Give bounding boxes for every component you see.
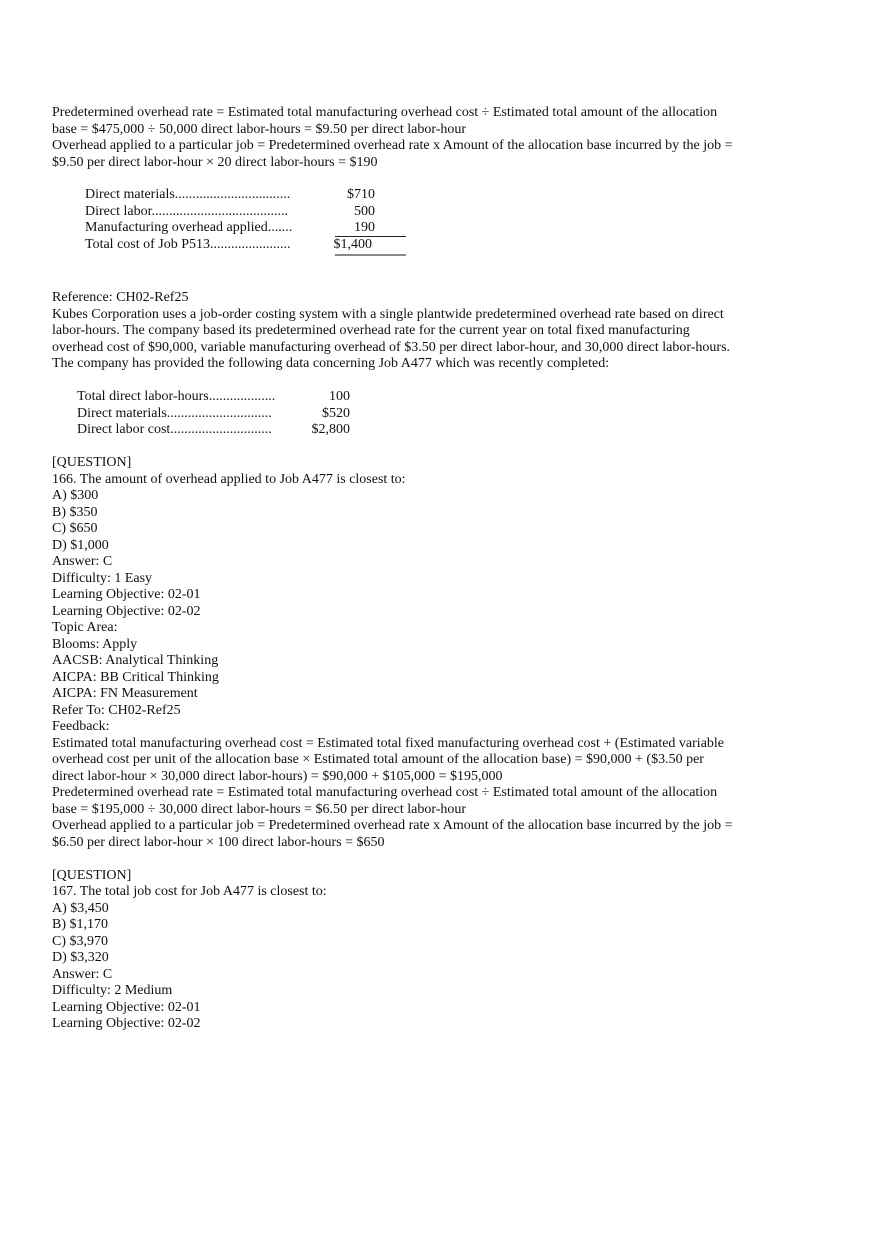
row-label: Manufacturing overhead applied....... xyxy=(85,220,293,235)
answer-option: D) $1,000 xyxy=(52,537,109,553)
job-p513-cost-table xyxy=(85,187,415,253)
table-row xyxy=(77,422,357,439)
question-tag: [QUESTION] xyxy=(52,867,132,883)
aicpa: AICPA: FN Measurement xyxy=(52,686,198,701)
text-line: Overhead applied to a particular job = Predetermined overhead rate x Amount of the allocation base incurred by the job = xyxy=(52,138,733,153)
difficulty: Difficulty: 1 Easy xyxy=(52,570,153,586)
text-line: Kubes Corporation uses a job-order costing system with a single plantwide predetermined overhead rate based on direct xyxy=(52,306,724,322)
row-label: Direct materials.............................. xyxy=(77,405,272,421)
topic-area: Topic Area: xyxy=(52,620,118,635)
answer-option: B) $1,170 xyxy=(52,917,108,932)
learning-objective: Learning Objective: 02-02 xyxy=(52,1016,201,1031)
answer-option: A) $300 xyxy=(52,488,99,503)
feedback-text: direct labor-hour × 30,000 direct labor-hours) = $90,000 + $105,000 = $195,000 xyxy=(52,768,503,784)
total-double-rule xyxy=(335,254,406,256)
row-value: $1,400 xyxy=(333,236,372,252)
row-value: 500 xyxy=(354,203,375,219)
questions-166-167 xyxy=(52,455,772,1033)
table-row xyxy=(85,237,415,254)
blooms: Blooms: Apply xyxy=(52,636,138,652)
table-row xyxy=(77,406,357,423)
row-label: Direct materials................................. xyxy=(85,187,291,202)
row-value: $710 xyxy=(347,187,375,202)
text-line: Reference: CH02-Ref25 xyxy=(52,290,189,305)
feedback-text: overhead cost per unit of the allocation base × Estimated total amount of the allocation base) = $90,000 + ($3.50 per xyxy=(52,752,704,767)
answer-key: Answer: C xyxy=(52,554,113,569)
answer-option: C) $650 xyxy=(52,521,98,536)
overhead-rate-explanation xyxy=(52,105,772,171)
answer-option: C) $3,970 xyxy=(52,933,108,949)
text-line: Predetermined overhead rate = Estimated total manufacturing overhead cost ÷ Estimated total amount of the allocation xyxy=(52,105,718,120)
feedback-text: Overhead applied to a particular job = Predetermined overhead rate x Amount of the allocation base incurred by the job = xyxy=(52,818,733,833)
row-label: Direct labor....................................... xyxy=(85,203,288,219)
blank-line xyxy=(52,851,772,868)
difficulty: Difficulty: 2 Medium xyxy=(52,983,173,998)
table-row xyxy=(85,204,415,221)
row-value: 190 xyxy=(354,220,375,235)
job-a477-data-table xyxy=(77,389,357,439)
feedback-text: Predetermined overhead rate = Estimated total manufacturing overhead cost ÷ Estimated total amount of the allocation xyxy=(52,785,718,800)
refer-to: Refer To: CH02-Ref25 xyxy=(52,702,181,718)
question-text: 167. The total job cost for Job A477 is closest to: xyxy=(52,884,327,899)
aacsb: AACSB: Analytical Thinking xyxy=(52,653,219,668)
row-value: 100 xyxy=(329,389,350,404)
question-text: 166. The amount of overhead applied to Job A477 is closest to: xyxy=(52,471,406,487)
table-row xyxy=(85,187,415,204)
answer-option: B) $350 xyxy=(52,504,98,520)
text-line: The company has provided the following data concerning Job A477 which was recently completed: xyxy=(52,356,610,371)
row-value: $2,800 xyxy=(311,422,350,437)
aicpa: AICPA: BB Critical Thinking xyxy=(52,669,219,685)
row-value: $520 xyxy=(322,405,350,421)
text-line: labor-hours. The company based its predetermined overhead rate for the current year on total fixed manufacturing xyxy=(52,323,690,338)
table-row xyxy=(85,220,415,237)
text-line: overhead cost of $90,000, variable manufacturing overhead of $3.50 per direct labor-hour, and 30,000 direct labor-hours. xyxy=(52,339,731,355)
answer-key: Answer: C xyxy=(52,966,113,982)
table-row xyxy=(77,389,357,406)
row-label: Total cost of Job P513....................... xyxy=(85,236,291,252)
row-label: Direct labor cost............................. xyxy=(77,422,272,437)
row-label: Total direct labor-hours................... xyxy=(77,389,276,404)
learning-objective: Learning Objective: 02-02 xyxy=(52,603,201,619)
reference-ch02-ref25 xyxy=(52,290,772,373)
answer-option: D) $3,320 xyxy=(52,950,109,965)
learning-objective: Learning Objective: 02-01 xyxy=(52,999,201,1015)
feedback-label: Feedback: xyxy=(52,719,110,734)
learning-objective: Learning Objective: 02-01 xyxy=(52,587,201,602)
feedback-text: base = $195,000 ÷ 30,000 direct labor-hours = $6.50 per direct labor-hour xyxy=(52,801,467,817)
feedback-text: Estimated total manufacturing overhead cost = Estimated total fixed manufacturing overhead cost + (Estimated variable xyxy=(52,735,725,751)
text-line: base = $475,000 ÷ 50,000 direct labor-hours = $9.50 per direct labor-hour xyxy=(52,121,467,137)
subtotal-rule xyxy=(335,236,406,237)
answer-option: A) $3,450 xyxy=(52,900,109,916)
text-line: $9.50 per direct labor-hour × 20 direct labor-hours = $190 xyxy=(52,154,378,170)
feedback-text: $6.50 per direct labor-hour × 100 direct labor-hours = $650 xyxy=(52,834,385,850)
question-tag: [QUESTION] xyxy=(52,455,132,470)
